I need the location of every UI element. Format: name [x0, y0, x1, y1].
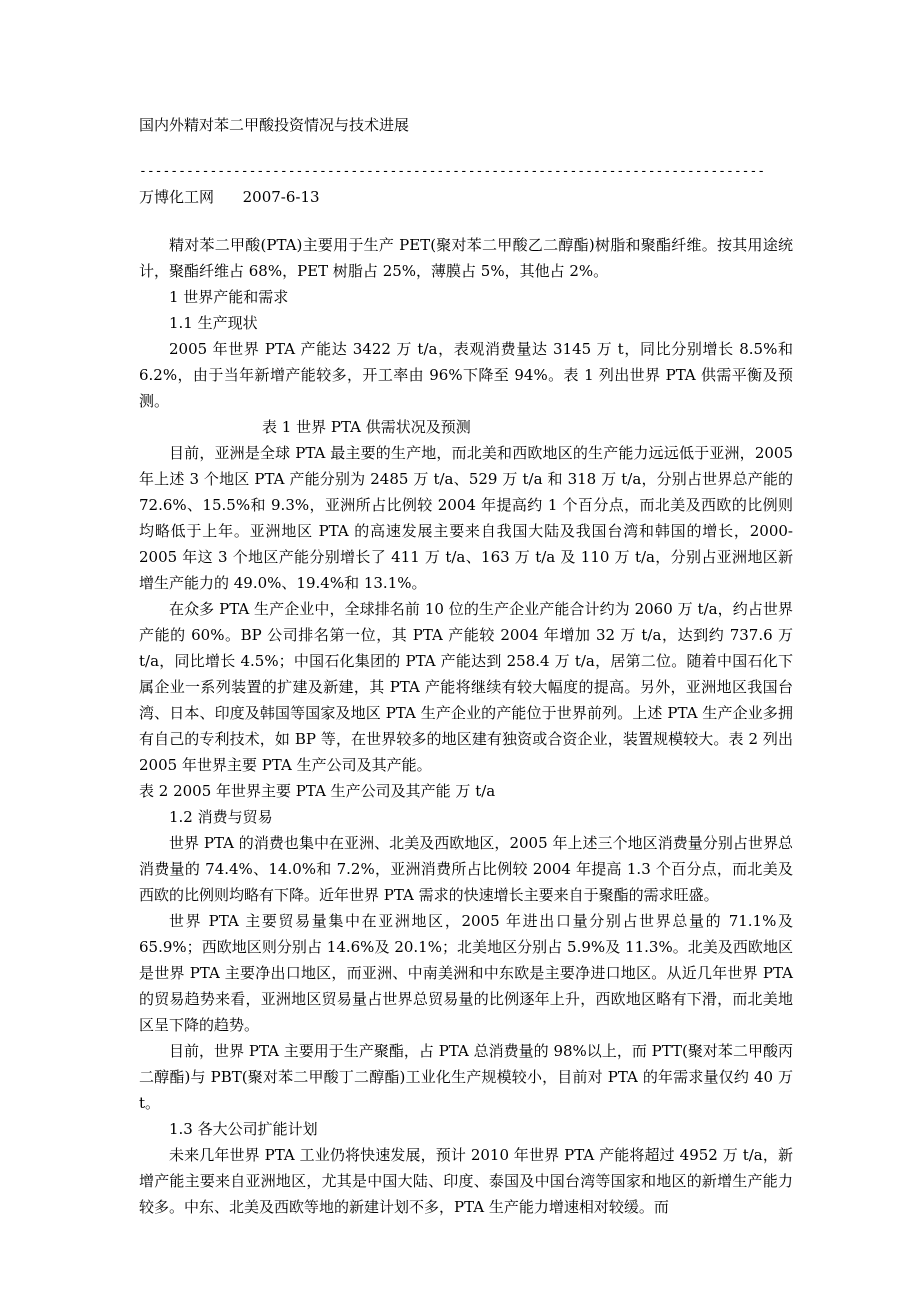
source-line	[139, 186, 320, 208]
article-body	[139, 232, 793, 1220]
source-site: 万博化工网	[139, 188, 215, 206]
section-heading: 1.1 生产现状	[169, 314, 258, 332]
section-heading: 1.3 各大公司扩能计划	[169, 1120, 318, 1138]
paragraph: 世界 PTA 的消费也集中在亚洲、北美及西欧地区，2005 年上述三个地区消费量分别占世界总消费量的 74.4%、14.0%和 7.2%，亚洲消费所占比例较 2004 年提高 1.3 个百分点，而北美及西欧的比例则均略有下降。近年世界 PTA 需求的快速增长主要来自于聚酯的需求旺盛。	[139, 834, 793, 904]
paragraph: 2005 年世界 PTA 产能达 3422 万 t/a，表观消费量达 3145 万 t，同比分别增长 8.5%和 6.2%，由于当年新增产能较多，开工率由 96%下降至 94%。表 1 列出世界 PTA 供需平衡及预测。	[139, 340, 793, 410]
section-heading: 1 世界产能和需求	[169, 288, 289, 306]
separator-line: --------------------------------------------------------------------------------	[139, 164, 766, 179]
paragraph: 目前，世界 PTA 主要用于生产聚酯，占 PTA 总消费量的 98%以上，而 PTT(聚对苯二甲酸丙二醇酯)与 PBT(聚对苯二甲酸丁二醇酯)工业化生产规模较小，目前对 PTA 的年需求量仅约 40 万 t。	[139, 1042, 793, 1112]
paragraph: 目前，亚洲是全球 PTA 最主要的生产地，而北美和西欧地区的生产能力远远低于亚洲，2005 年上述 3 个地区 PTA 产能分别为 2485 万 t/a、529 万 t/a 和 318 万 t/a，分别占世界总产能的 72.6%、15.5%和 9.3%，亚洲所占比例较 2004 年提高约 1 个百分点，而北美及西欧的比例则均略低于上年。亚洲地区 PTA 的高速发展主要来自我国大陆及我国台湾和韩国的增长，2000-2005 年这 3 个地区产能分别增长了 411 万 t/a、163 万 t/a 及 110 万 t/a，分别占亚洲地区新增生产能力的 49.0%、19.4%和 13.1%。	[139, 444, 793, 592]
paragraph: 在众多 PTA 生产企业中，全球排名前 10 位的生产企业产能合计约为 2060 万 t/a，约占世界产能的 60%。BP 公司排名第一位，其 PTA 产能较 2004 年增加 32 万 t/a，达到约 737.6 万 t/a，同比增长 4.5%；中国石化集团的 PTA 产能达到 258.4 万 t/a，居第二位。随着中国石化下属企业一系列装置的扩建及新建，其 PTA 产能将继续有较大幅度的提高。另外，亚洲地区我国台湾、日本、印度及韩国等国家及地区 PTA 生产企业的产能位于世界前列。上述 PTA 生产企业多拥有自己的专利技术，如 BP 等，在世界较多的地区建有独资或合资企业，装置规模较大。表 2 列出 2005 年世界主要 PTA 生产公司及其产能。	[139, 600, 793, 774]
table-caption: 表 1 世界 PTA 供需状况及预测	[262, 418, 471, 436]
paragraph: 世界 PTA 主要贸易量集中在亚洲地区，2005 年进出口量分别占世界总量的 71.1%及 65.9%；西欧地区则分别占 14.6%及 20.1%；北美地区分别占 5.9%及 11.3%。北美及西欧地区是世界 PTA 主要净出口地区，而亚洲、中南美洲和中东欧是主要净进口地区。从近几年世界 PTA 的贸易趋势来看，亚洲地区贸易量占世界总贸易量的比例逐年上升，西欧地区略有下滑，而北美地区呈下降的趋势。	[139, 912, 793, 1034]
publish-date: 2007-6-13	[242, 188, 320, 206]
document-title: 国内外精对苯二甲酸投资情况与技术进展	[139, 116, 410, 134]
paragraph: 精对苯二甲酸(PTA)主要用于生产 PET(聚对苯二甲酸乙二醇酯)树脂和聚酯纤维。按其用途统计，聚酯纤维占 68%，PET 树脂占 25%，薄膜占 5%，其他占 2%。	[139, 236, 793, 280]
paragraph: 未来几年世界 PTA 工业仍将快速发展，预计 2010 年世界 PTA 产能将超过 4952 万 t/a，新增产能主要来自亚洲地区，尤其是中国大陆、印度、泰国及中国台湾等国家和地区的新增生产能力较多。中东、北美及西欧等地的新建计划不多，PTA 生产能力增速相对较缓。而	[139, 1146, 793, 1216]
section-heading: 1.2 消费与贸易	[169, 808, 273, 826]
table-caption: 表 2 2005 年世界主要 PTA 生产公司及其产能 万 t/a	[139, 782, 496, 800]
